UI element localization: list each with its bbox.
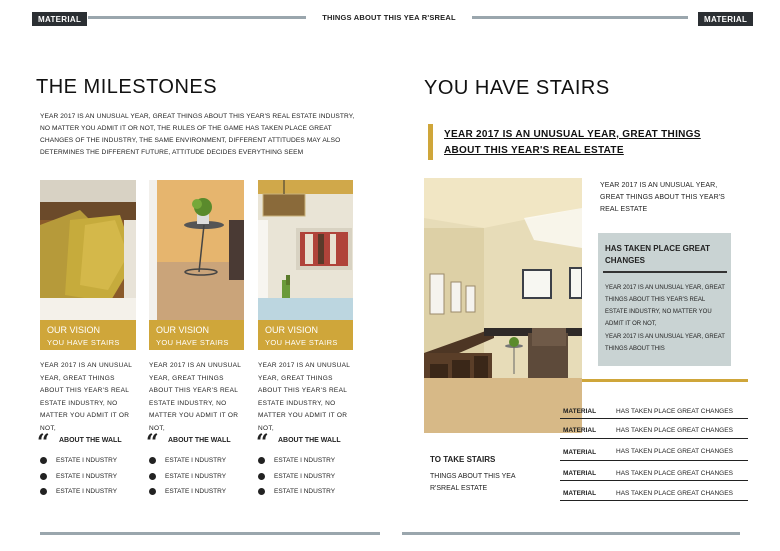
quote-icon: “ xyxy=(37,430,50,456)
bullet-icon xyxy=(258,488,265,495)
stairs-text: THINGS ABOUT THIS YEA R'SREAL ESTATE xyxy=(430,473,516,492)
card-1-bullet-1: ESTATE I NDUSTRY xyxy=(56,457,118,464)
card-1-vision-title: OUR VISION xyxy=(47,325,101,335)
page-title-left: THE MILESTONES xyxy=(36,76,218,98)
side-text: YEAR 2017 IS AN UNUSUAL YEAR, GREAT THINGS ABOUT THIS YEAR'S REAL ESTATE xyxy=(600,182,725,213)
info-box-text-2: YEAR 2017 IS AN UNUSUAL YEAR, GREAT THINGS ABOUT THIS xyxy=(605,334,725,352)
card-1-vision-sub: YOU HAVE STAIRS xyxy=(47,338,120,347)
card-1-text: YEAR 2017 IS AN UNUSUAL YEAR, GREAT THINGS ABOUT THIS YEAR'S REAL ESTATE INDUSTRY, NO MATTER YOU ADMIT IT OR NOT, xyxy=(40,362,132,432)
card-1-photo xyxy=(40,180,136,320)
info-box xyxy=(598,233,731,366)
row-3-label: MATERIAL xyxy=(563,449,597,456)
card-2-band xyxy=(149,320,244,350)
left-material-tag: MATERIAL xyxy=(32,12,87,26)
row-3-text: HAS TAKEN PLACE GREAT CHANGES xyxy=(616,448,733,455)
card-3-band xyxy=(258,320,353,350)
header-rule-right xyxy=(472,16,688,19)
card-2-text: YEAR 2017 IS AN UNUSUAL YEAR, GREAT THINGS ABOUT THIS YEAR'S REAL ESTATE INDUSTRY, NO MATTER YOU ADMIT IT OR NOT, xyxy=(149,362,241,432)
row-4-label: MATERIAL xyxy=(563,470,597,477)
card-2-wall-title: ABOUT THE WALL xyxy=(168,437,231,444)
room-photo xyxy=(424,178,582,433)
row-divider xyxy=(560,500,748,501)
card-1-band xyxy=(40,320,136,350)
card-3-bullet-2: ESTATE I NDUSTRY xyxy=(274,473,336,480)
header-rule-left xyxy=(88,16,306,19)
card-3-vision-sub: YOU HAVE STAIRS xyxy=(265,338,338,347)
bullet-icon xyxy=(149,488,156,495)
header-title: THINGS ABOUT THIS YEA R'SREAL xyxy=(322,13,456,22)
card-3-wall-title: ABOUT THE WALL xyxy=(278,437,341,444)
card-2-bullet-2: ESTATE I NDUSTRY xyxy=(165,473,227,480)
stairs-title: TO TAKE STAIRS xyxy=(430,455,496,464)
bullet-icon xyxy=(40,488,47,495)
card-1-bullet-2: ESTATE I NDUSTRY xyxy=(56,473,118,480)
row-4-text: HAS TAKEN PLACE GREAT CHANGES xyxy=(616,470,733,477)
highlight-line-1: YEAR 2017 IS AN UNUSUAL YEAR, GREAT THINGS xyxy=(444,129,701,140)
card-2-photo xyxy=(149,180,244,320)
accent-rule xyxy=(582,379,748,382)
highlight-accent-bar xyxy=(428,124,433,160)
row-divider xyxy=(560,438,748,439)
card-1-wall-title: ABOUT THE WALL xyxy=(59,437,122,444)
row-2-label: MATERIAL xyxy=(563,427,597,434)
highlight-line-2: ABOUT THIS YEAR'S REAL ESTATE xyxy=(444,145,624,156)
bullet-icon xyxy=(40,457,47,464)
bullet-icon xyxy=(258,473,265,480)
bullet-icon xyxy=(149,473,156,480)
bullet-icon xyxy=(258,457,265,464)
info-box-title: HAS TAKEN PLACE GREAT CHANGES xyxy=(605,244,711,265)
footer-rule-left xyxy=(40,532,380,535)
card-3-photo xyxy=(258,180,353,320)
row-1-text: HAS TAKEN PLACE GREAT CHANGES xyxy=(616,408,733,415)
card-1-bullet-3: ESTATE I NDUSTRY xyxy=(56,488,118,495)
page-title-right: YOU HAVE STAIRS xyxy=(424,77,610,99)
card-3-bullet-1: ESTATE I NDUSTRY xyxy=(274,457,336,464)
row-divider xyxy=(560,480,748,481)
row-5-label: MATERIAL xyxy=(563,490,597,497)
row-5-text: HAS TAKEN PLACE GREAT CHANGES xyxy=(616,490,733,497)
row-1-label: MATERIAL xyxy=(563,408,597,415)
card-3-vision-title: OUR VISION xyxy=(265,325,319,335)
card-2-bullet-1: ESTATE I NDUSTRY xyxy=(165,457,227,464)
card-3-text: YEAR 2017 IS AN UNUSUAL YEAR, GREAT THINGS ABOUT THIS YEAR'S REAL ESTATE INDUSTRY, NO MATTER YOU ADMIT IT OR NOT, xyxy=(258,362,350,432)
bullet-icon xyxy=(149,457,156,464)
info-box-text-1: YEAR 2017 IS AN UNUSUAL YEAR, GREAT THINGS ABOUT THIS YEAR'S REAL ESTATE INDUSTRY, NO MATTER YOU ADMIT IT OR NOT, xyxy=(605,285,725,327)
card-2-bullet-3: ESTATE I NDUSTRY xyxy=(165,488,227,495)
intro-paragraph: YEAR 2017 IS AN UNUSUAL YEAR, GREAT THINGS ABOUT THIS YEAR'S REAL ESTATE INDUSTRY, NO MATTER YOU ADMIT IT OR NOT, THE RULES OF THE GAME HAS TAKEN PLACE GREAT CHANGES OF THE INDUSTRY, THE SAME ENVIRONMENT, DIFFERENT ATTITUDES MAY ALSO DETERMINES THE DIFFERENT FUTURE, ATTITUDE DECIDES EVERYTHING SEEM xyxy=(40,113,355,156)
info-box-divider xyxy=(603,271,727,273)
card-2-vision-title: OUR VISION xyxy=(156,325,210,335)
row-2-text: HAS TAKEN PLACE GREAT CHANGES xyxy=(616,427,733,434)
card-2-vision-sub: YOU HAVE STAIRS xyxy=(156,338,229,347)
quote-icon: “ xyxy=(256,430,269,456)
quote-icon: “ xyxy=(146,430,159,456)
footer-rule-right xyxy=(402,532,740,535)
right-material-tag: MATERIAL xyxy=(698,12,753,26)
row-divider xyxy=(560,418,748,419)
bullet-icon xyxy=(40,473,47,480)
card-3-bullet-3: ESTATE I NDUSTRY xyxy=(274,488,336,495)
row-divider xyxy=(560,460,748,461)
